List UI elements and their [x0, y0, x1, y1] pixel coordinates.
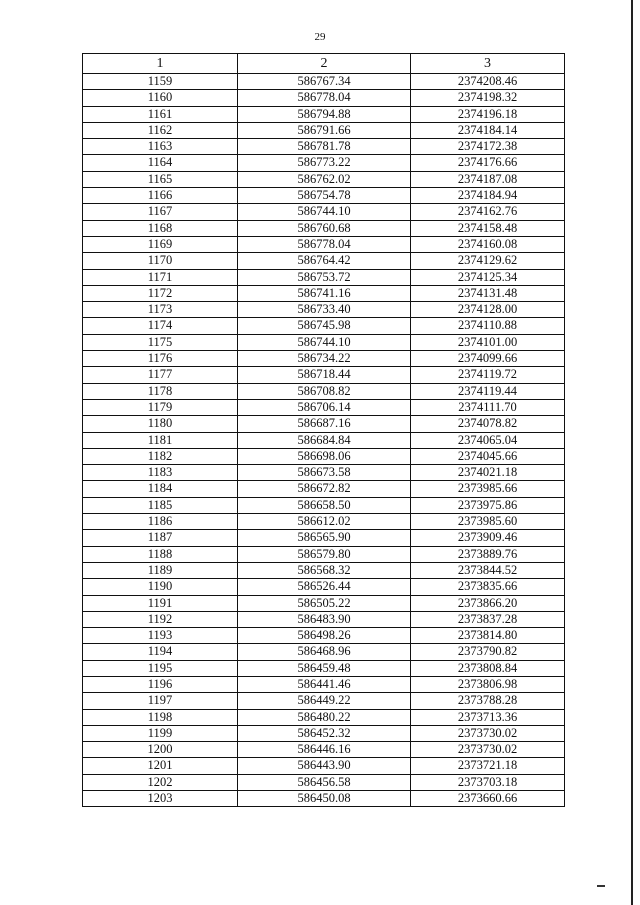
page-number: 29: [314, 31, 326, 43]
x-coordinate-cell: 586733.40: [238, 302, 411, 318]
table-row: [83, 758, 565, 774]
x-coordinate-cell: 586498.26: [238, 628, 411, 644]
point-number-cell: 1167: [83, 204, 238, 220]
y-coordinate-cell: 2374045.66: [411, 448, 565, 464]
x-coordinate-cell: 586767.34: [238, 74, 411, 90]
x-coordinate-cell: 586443.90: [238, 758, 411, 774]
table-row: [83, 399, 565, 415]
table-row: [83, 465, 565, 481]
column-header-3: 3: [411, 54, 565, 74]
y-coordinate-cell: 2374021.18: [411, 465, 565, 481]
point-number-cell: 1161: [83, 106, 238, 122]
x-coordinate-cell: 586568.32: [238, 562, 411, 578]
x-coordinate-cell: 586706.14: [238, 399, 411, 415]
y-coordinate-cell: 2373909.46: [411, 530, 565, 546]
y-coordinate-cell: 2374111.70: [411, 399, 565, 415]
y-coordinate-cell: 2374119.72: [411, 367, 565, 383]
x-coordinate-cell: 586612.02: [238, 514, 411, 530]
column-header-2: 2: [238, 54, 411, 74]
y-coordinate-cell: 2374101.00: [411, 334, 565, 350]
y-coordinate-cell: 2373837.28: [411, 611, 565, 627]
table-row: [83, 628, 565, 644]
point-number-cell: 1175: [83, 334, 238, 350]
table-row: [83, 791, 565, 807]
y-coordinate-cell: 2373788.28: [411, 693, 565, 709]
table-row: [83, 351, 565, 367]
point-number-cell: 1166: [83, 188, 238, 204]
table-row: [83, 514, 565, 530]
table-row: [83, 742, 565, 758]
table-row: [83, 171, 565, 187]
table-row: [83, 644, 565, 660]
point-number-cell: 1173: [83, 302, 238, 318]
y-coordinate-cell: 2374160.08: [411, 236, 565, 252]
y-coordinate-cell: 2373808.84: [411, 660, 565, 676]
point-number-cell: 1160: [83, 90, 238, 106]
x-coordinate-cell: 586741.16: [238, 285, 411, 301]
y-coordinate-cell: 2374184.14: [411, 122, 565, 138]
x-coordinate-cell: 586526.44: [238, 579, 411, 595]
point-number-cell: 1169: [83, 236, 238, 252]
table-row: [83, 611, 565, 627]
x-coordinate-cell: 586452.32: [238, 725, 411, 741]
x-coordinate-cell: 586762.02: [238, 171, 411, 187]
table-row: [83, 546, 565, 562]
table-row: [83, 74, 565, 90]
table-row: [83, 481, 565, 497]
y-coordinate-cell: 2374078.82: [411, 416, 565, 432]
x-coordinate-cell: 586781.78: [238, 139, 411, 155]
y-coordinate-cell: 2374162.76: [411, 204, 565, 220]
x-coordinate-cell: 586480.22: [238, 709, 411, 725]
x-coordinate-cell: 586687.16: [238, 416, 411, 432]
point-number-cell: 1185: [83, 497, 238, 513]
y-coordinate-cell: 2373660.66: [411, 791, 565, 807]
y-coordinate-cell: 2374176.66: [411, 155, 565, 171]
table-row: [83, 416, 565, 432]
y-coordinate-cell: 2374065.04: [411, 432, 565, 448]
point-number-cell: 1170: [83, 253, 238, 269]
y-coordinate-cell: 2373889.76: [411, 546, 565, 562]
coordinates-table: [82, 53, 565, 807]
point-number-cell: 1184: [83, 481, 238, 497]
x-coordinate-cell: 586441.46: [238, 676, 411, 692]
x-coordinate-cell: 586468.96: [238, 644, 411, 660]
x-coordinate-cell: 586791.66: [238, 122, 411, 138]
table-row: [83, 155, 565, 171]
x-coordinate-cell: 586505.22: [238, 595, 411, 611]
table-row: [83, 367, 565, 383]
y-coordinate-cell: 2374158.48: [411, 220, 565, 236]
table-row: [83, 579, 565, 595]
point-number-cell: 1172: [83, 285, 238, 301]
table-row: [83, 562, 565, 578]
x-coordinate-cell: 586456.58: [238, 774, 411, 790]
y-coordinate-cell: 2374099.66: [411, 351, 565, 367]
y-coordinate-cell: 2374129.62: [411, 253, 565, 269]
point-number-cell: 1198: [83, 709, 238, 725]
point-number-cell: 1194: [83, 644, 238, 660]
y-coordinate-cell: 2373985.60: [411, 514, 565, 530]
table-row: [83, 676, 565, 692]
y-coordinate-cell: 2374196.18: [411, 106, 565, 122]
x-coordinate-cell: 586773.22: [238, 155, 411, 171]
point-number-cell: 1163: [83, 139, 238, 155]
table-row: [83, 432, 565, 448]
x-coordinate-cell: 586744.10: [238, 334, 411, 350]
x-coordinate-cell: 586565.90: [238, 530, 411, 546]
point-number-cell: 1168: [83, 220, 238, 236]
x-coordinate-cell: 586734.22: [238, 351, 411, 367]
table-row: [83, 269, 565, 285]
y-coordinate-cell: 2374131.48: [411, 285, 565, 301]
table-row: [83, 709, 565, 725]
table-row: [83, 285, 565, 301]
y-coordinate-cell: 2374119.44: [411, 383, 565, 399]
point-number-cell: 1201: [83, 758, 238, 774]
point-number-cell: 1162: [83, 122, 238, 138]
point-number-cell: 1159: [83, 74, 238, 90]
x-coordinate-cell: 586778.04: [238, 90, 411, 106]
table-row: [83, 204, 565, 220]
point-number-cell: 1189: [83, 562, 238, 578]
point-number-cell: 1171: [83, 269, 238, 285]
point-number-cell: 1181: [83, 432, 238, 448]
table-row: [83, 139, 565, 155]
point-number-cell: 1196: [83, 676, 238, 692]
x-coordinate-cell: 586698.06: [238, 448, 411, 464]
y-coordinate-cell: 2373703.18: [411, 774, 565, 790]
x-coordinate-cell: 586684.84: [238, 432, 411, 448]
x-coordinate-cell: 586658.50: [238, 497, 411, 513]
point-number-cell: 1186: [83, 514, 238, 530]
point-number-cell: 1202: [83, 774, 238, 790]
x-coordinate-cell: 586778.04: [238, 236, 411, 252]
point-number-cell: 1199: [83, 725, 238, 741]
point-number-cell: 1203: [83, 791, 238, 807]
point-number-cell: 1183: [83, 465, 238, 481]
point-number-cell: 1178: [83, 383, 238, 399]
x-coordinate-cell: 586450.08: [238, 791, 411, 807]
x-coordinate-cell: 586459.48: [238, 660, 411, 676]
y-coordinate-cell: 2374125.34: [411, 269, 565, 285]
point-number-cell: 1190: [83, 579, 238, 595]
table-row: [83, 725, 565, 741]
point-number-cell: 1164: [83, 155, 238, 171]
point-number-cell: 1192: [83, 611, 238, 627]
y-coordinate-cell: 2374184.94: [411, 188, 565, 204]
y-coordinate-cell: 2373866.20: [411, 595, 565, 611]
table-row: [83, 660, 565, 676]
point-number-cell: 1180: [83, 416, 238, 432]
y-coordinate-cell: 2373985.66: [411, 481, 565, 497]
y-coordinate-cell: 2374128.00: [411, 302, 565, 318]
x-coordinate-cell: 586708.82: [238, 383, 411, 399]
x-coordinate-cell: 586718.44: [238, 367, 411, 383]
x-coordinate-cell: 586754.78: [238, 188, 411, 204]
point-number-cell: 1200: [83, 742, 238, 758]
y-coordinate-cell: 2373730.02: [411, 725, 565, 741]
scan-edge-line: [631, 0, 633, 905]
table-row: [83, 774, 565, 790]
x-coordinate-cell: 586449.22: [238, 693, 411, 709]
table-header: [83, 54, 565, 74]
table-row: [83, 302, 565, 318]
table-row: [83, 90, 565, 106]
y-coordinate-cell: 2374110.88: [411, 318, 565, 334]
x-coordinate-cell: 586744.10: [238, 204, 411, 220]
point-number-cell: 1165: [83, 171, 238, 187]
y-coordinate-cell: 2373844.52: [411, 562, 565, 578]
header-row: [83, 54, 565, 74]
x-coordinate-cell: 586764.42: [238, 253, 411, 269]
table-body: [83, 74, 565, 807]
y-coordinate-cell: 2374187.08: [411, 171, 565, 187]
x-coordinate-cell: 586745.98: [238, 318, 411, 334]
scan-edge-mark: [597, 885, 605, 887]
table-row: [83, 595, 565, 611]
table-row: [83, 334, 565, 350]
y-coordinate-cell: 2374208.46: [411, 74, 565, 90]
column-header-1: 1: [83, 54, 238, 74]
y-coordinate-cell: 2373713.36: [411, 709, 565, 725]
y-coordinate-cell: 2374172.38: [411, 139, 565, 155]
table-row: [83, 383, 565, 399]
y-coordinate-cell: 2373814.80: [411, 628, 565, 644]
table-row: [83, 106, 565, 122]
y-coordinate-cell: 2373730.02: [411, 742, 565, 758]
table-row: [83, 253, 565, 269]
point-number-cell: 1179: [83, 399, 238, 415]
table-row: [83, 122, 565, 138]
table-row: [83, 188, 565, 204]
x-coordinate-cell: 586483.90: [238, 611, 411, 627]
point-number-cell: 1197: [83, 693, 238, 709]
point-number-cell: 1195: [83, 660, 238, 676]
x-coordinate-cell: 586673.58: [238, 465, 411, 481]
y-coordinate-cell: 2374198.32: [411, 90, 565, 106]
table-row: [83, 497, 565, 513]
x-coordinate-cell: 586446.16: [238, 742, 411, 758]
point-number-cell: 1193: [83, 628, 238, 644]
y-coordinate-cell: 2373721.18: [411, 758, 565, 774]
point-number-cell: 1182: [83, 448, 238, 464]
point-number-cell: 1176: [83, 351, 238, 367]
table-row: [83, 220, 565, 236]
table-row: [83, 693, 565, 709]
y-coordinate-cell: 2373975.86: [411, 497, 565, 513]
point-number-cell: 1177: [83, 367, 238, 383]
table-row: [83, 448, 565, 464]
table-row: [83, 530, 565, 546]
table-row: [83, 318, 565, 334]
x-coordinate-cell: 586794.88: [238, 106, 411, 122]
point-number-cell: 1188: [83, 546, 238, 562]
point-number-cell: 1191: [83, 595, 238, 611]
x-coordinate-cell: 586753.72: [238, 269, 411, 285]
point-number-cell: 1187: [83, 530, 238, 546]
y-coordinate-cell: 2373790.82: [411, 644, 565, 660]
point-number-cell: 1174: [83, 318, 238, 334]
y-coordinate-cell: 2373835.66: [411, 579, 565, 595]
y-coordinate-cell: 2373806.98: [411, 676, 565, 692]
x-coordinate-cell: 586672.82: [238, 481, 411, 497]
table-row: [83, 236, 565, 252]
x-coordinate-cell: 586760.68: [238, 220, 411, 236]
x-coordinate-cell: 586579.80: [238, 546, 411, 562]
